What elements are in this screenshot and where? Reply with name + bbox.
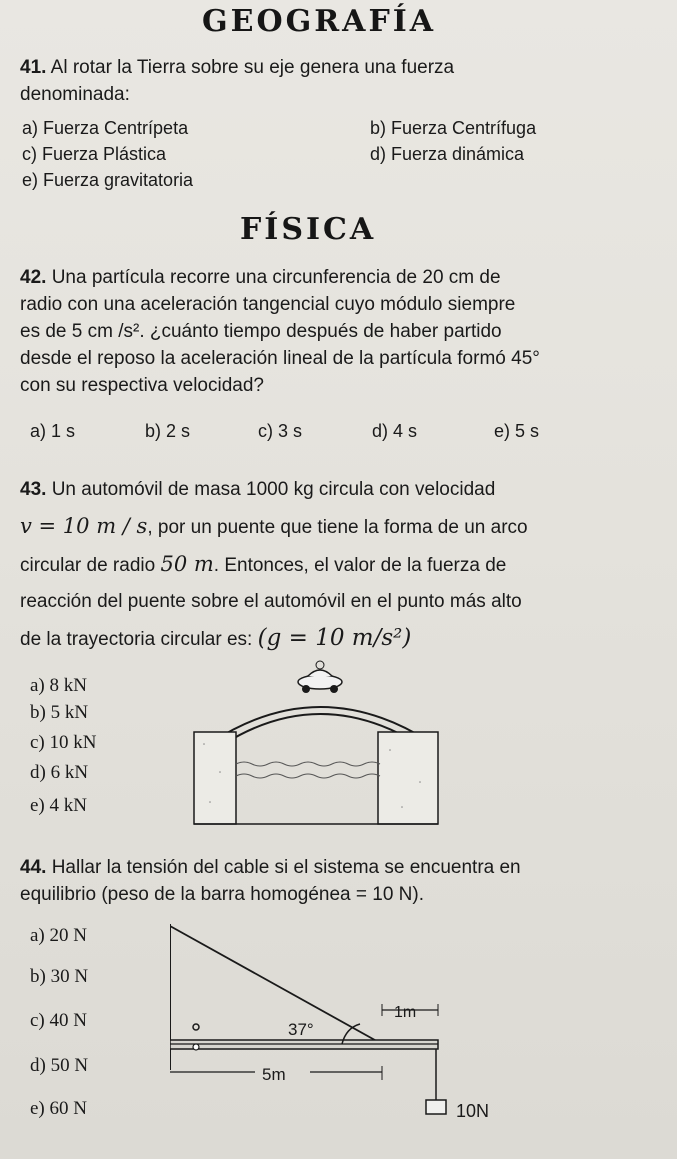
option-e[interactable]: e) 4 kN [30,795,87,816]
option-a[interactable]: a) Fuerza Centrípeta [22,118,189,138]
question-text: desde el reposo la aceleración lineal de la partícula formó 45° [20,348,540,369]
question-text: es de 5 cm /s². ¿cuánto tiempo después de haber partido [20,321,502,342]
weight-block [426,1100,446,1114]
radius-expression: 50 m [160,552,214,576]
option-d[interactable]: d) 6 kN [30,762,89,783]
question-text: de la trayectoria circular es: [20,629,253,650]
question-text: Hallar la tensión del cable si el sistema se encuentra en [51,857,521,878]
question-number: 41. [20,57,47,78]
weight-label: 10N [456,1101,490,1121]
option-d[interactable]: d) 50 N [30,1055,89,1076]
question-text: Un automóvil de masa 1000 kg circula con velocidad [51,479,496,500]
question-text: Al rotar la Tierra sobre su eje genera una fuerza [50,57,455,78]
question-number: 42. [20,267,47,288]
question-number: 43. [20,479,47,500]
question-text: Una partícula recorre una circunferencia de 20 cm de [51,267,501,288]
gravity-expression: (g = 10 m/s²) [257,625,412,651]
length-label: 5m [262,1065,286,1084]
question-41 [20,54,660,108]
angle-label: 37° [288,1020,314,1039]
option-d[interactable]: d) Fuerza dinámica [370,144,525,164]
right-pier [378,732,438,824]
option-a[interactable]: a) 8 kN [30,675,87,696]
section-title-geografia: GEOGRAFÍA [202,4,437,39]
question-text: , por un puente que tiene la forma de un arco [147,517,528,538]
option-e[interactable]: e) 60 N [30,1098,87,1119]
option-b[interactable]: b) Fuerza Centrífuga [370,118,537,138]
option-c[interactable]: c) 40 N [30,1010,87,1031]
option-d[interactable]: d) 4 s [372,421,418,441]
question-text: radio con una aceleración tangencial cuyo módulo siempre [20,294,516,315]
option-b[interactable]: b) 30 N [30,966,89,987]
question-text: denominada: [20,84,130,105]
distance-label: 1m [394,1004,417,1021]
water [236,762,380,778]
car-icon [298,661,342,693]
option-c[interactable]: c) 10 kN [30,732,97,753]
question-44 [20,854,665,908]
cable-bar-diagram [170,920,510,1130]
question-42 [20,264,660,399]
question-text: reacción del puente sobre el automóvil en el punto más alto [20,591,522,612]
option-b[interactable]: b) 2 s [145,421,191,441]
cable [170,926,382,1044]
option-e[interactable]: e) 5 s [494,421,540,441]
option-e[interactable]: e) Fuerza gravitatoria [22,170,194,190]
question-43 [20,472,665,658]
option-a[interactable]: a) 1 s [30,421,76,441]
section-title-fisica: FÍSICA [240,212,377,247]
velocity-expression: v = 10 m / s [20,514,148,538]
hinge-icon [193,1044,199,1050]
question-text: equilibrio (peso de la barra homogénea = 10 N). [20,884,425,905]
option-b[interactable]: b) 5 kN [30,702,89,723]
question-number: 44. [20,857,47,878]
bridge-diagram [180,652,470,832]
left-pier [194,732,236,824]
question-text: con su respectiva velocidad? [20,375,264,396]
question-text: . Entonces, el valor de la fuerza de [213,555,507,576]
option-c[interactable]: c) Fuerza Plástica [22,144,167,164]
option-a[interactable]: a) 20 N [30,925,87,946]
question-text: circular de radio [20,555,156,576]
option-c[interactable]: c) 3 s [258,421,303,441]
